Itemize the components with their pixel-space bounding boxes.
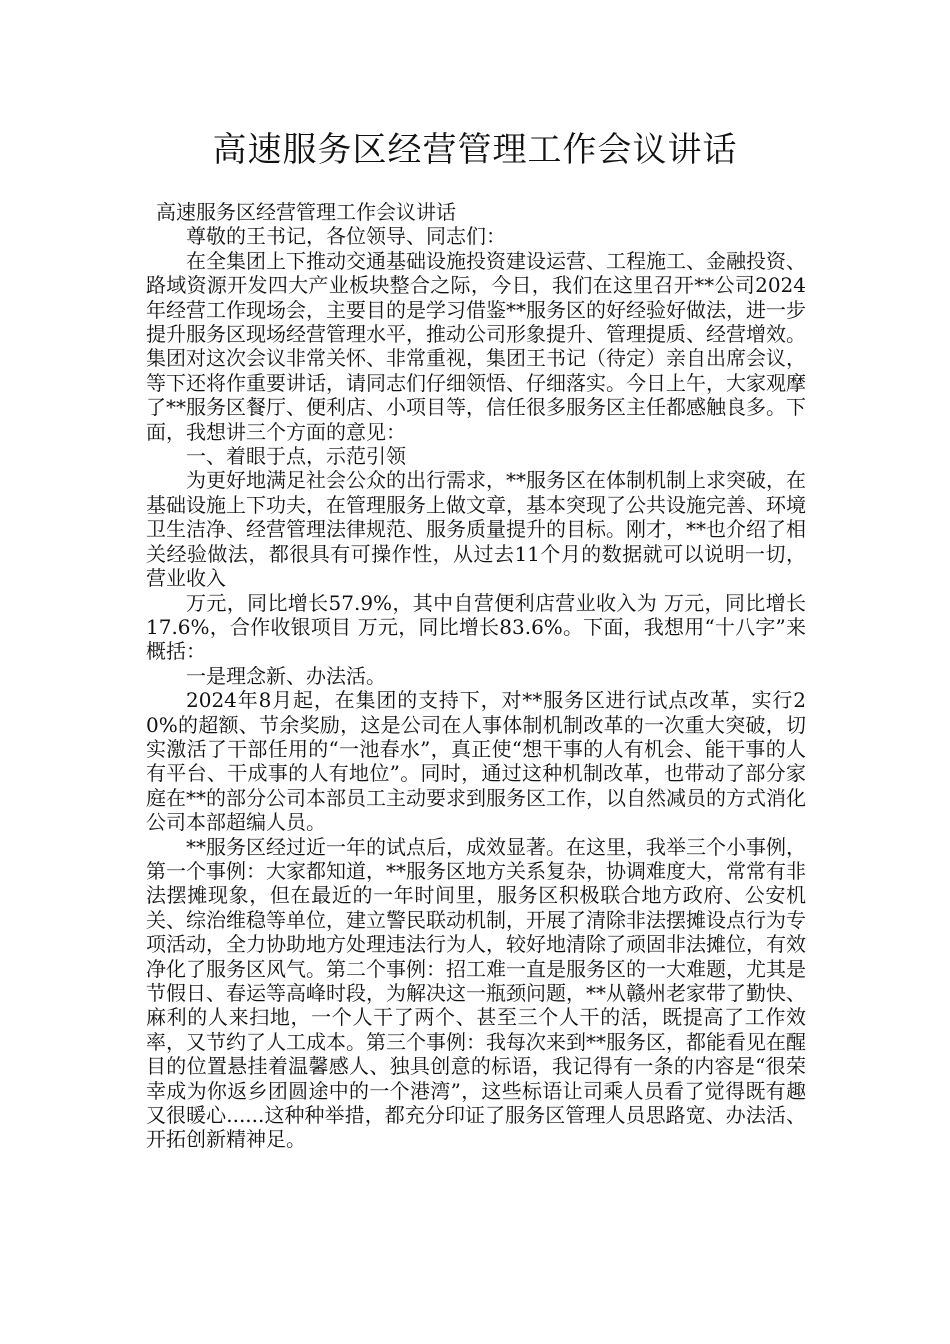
paragraph-achievements: 为更好地满足社会公众的出行需求，**服务区在体制机制上求突破，在基础设施上下功夫，在管理服务上做文章，基本突现了公共设施完善、环境卫生洁净、经营管理法律规范、服务质量提升的目标。刚才，**也介绍了相关经验做法，都很具有可操作性，从过去11个月的数据就可以说明一切，营业收入	[146, 468, 806, 591]
body-subtitle: 高速服务区经营管理工作会议讲话	[156, 200, 456, 224]
paragraph-revenue: 万元，同比增长57.9%，其中自营便利店营业收入为 万元，同比增长17.6%，合作收银项目 万元，同比增长83.6%。下面，我想用“十八字”来概括：	[146, 590, 806, 664]
document-title: 高速服务区经营管理工作会议讲话	[212, 130, 738, 170]
paragraph-intro: 在全集团上下推动交通基础设施投资建设运营、工程施工、金融投资、路域资源开发四大产业板块整合之际，今日，我们在这里召开**公司2024年经营工作现场会，主要目的是学习借鉴**服务区的好经验好做法，进一步提升服务区现场经营管理水平，推动公司形象提升、管理提质、经营增效。集团对这次会议非常关怀、非常重视，集团王书记（待定）亲自出席会议，等下还将作重要讲话，请同志们仔细领悟、仔细落实。今日上午，大家观摩了**服务区餐厅、便利店、小项目等，信任很多服务区主任都感触良多。下面，我想讲三个方面的意见：	[146, 248, 806, 444]
point-heading-1: 一是理念新、办法活。	[186, 663, 386, 688]
document-body	[146, 200, 806, 1152]
salutation: 尊敬的王书记，各位领导、同志们：	[186, 224, 506, 249]
paragraph-examples: **服务区经过近一年的试点后，成效显著。在这里，我举三个小事例，第一个事例：大家都知道，**服务区地方关系复杂，协调难度大，常常有非法摆摊现象，但在最近的一年时间里，服务区积极联合地方政府、公安机关、综治维稳等单位，建立警民联动机制，开展了清除非法摆摊设点行为专项活动，全力协助地方处理违法行为人，较好地清除了顽固非法摊位，有效净化了服务区风气。第二个事例：招工难一直是服务区的一大难题，尤其是节假日、春运等高峰时段，为解决这一瓶颈问题，**从赣州老家带了勤快、麻利的人来扫地，一个人干了两个、甚至三个人干的活，既提高了工作效率，又节约了人工成本。第三个事例：我每次来到**服务区，都能看见在醒目的位置悬挂着温馨感人、独具创意的标语，我记得有一条的内容是“很荣幸成为你返乡团圆途中的一个港湾”，这些标语让司乘人员看了觉得既有趣又很暖心......这种种举措，都充分印证了服务区管理人员思路宽、办法活、开拓创新精神足。	[146, 834, 806, 1152]
section-heading-1: 一、着眼于点，示范引领	[186, 444, 406, 469]
paragraph-reform: 2024年8月起，在集团的支持下，对**服务区进行试点改革，实行20%的超额、节余奖励，这是公司在人事体制机制改革的一次重大突破，切实激活了干部任用的“一池春水”，真正使“想干事的人有机会、能干事的人有平台、干成事的人有地位”。同时，通过这种机制改革，也带动了部分家庭在**的部分公司本部员工主动要求到服务区工作，以自然减员的方式消化公司本部超编人员。	[146, 688, 806, 835]
